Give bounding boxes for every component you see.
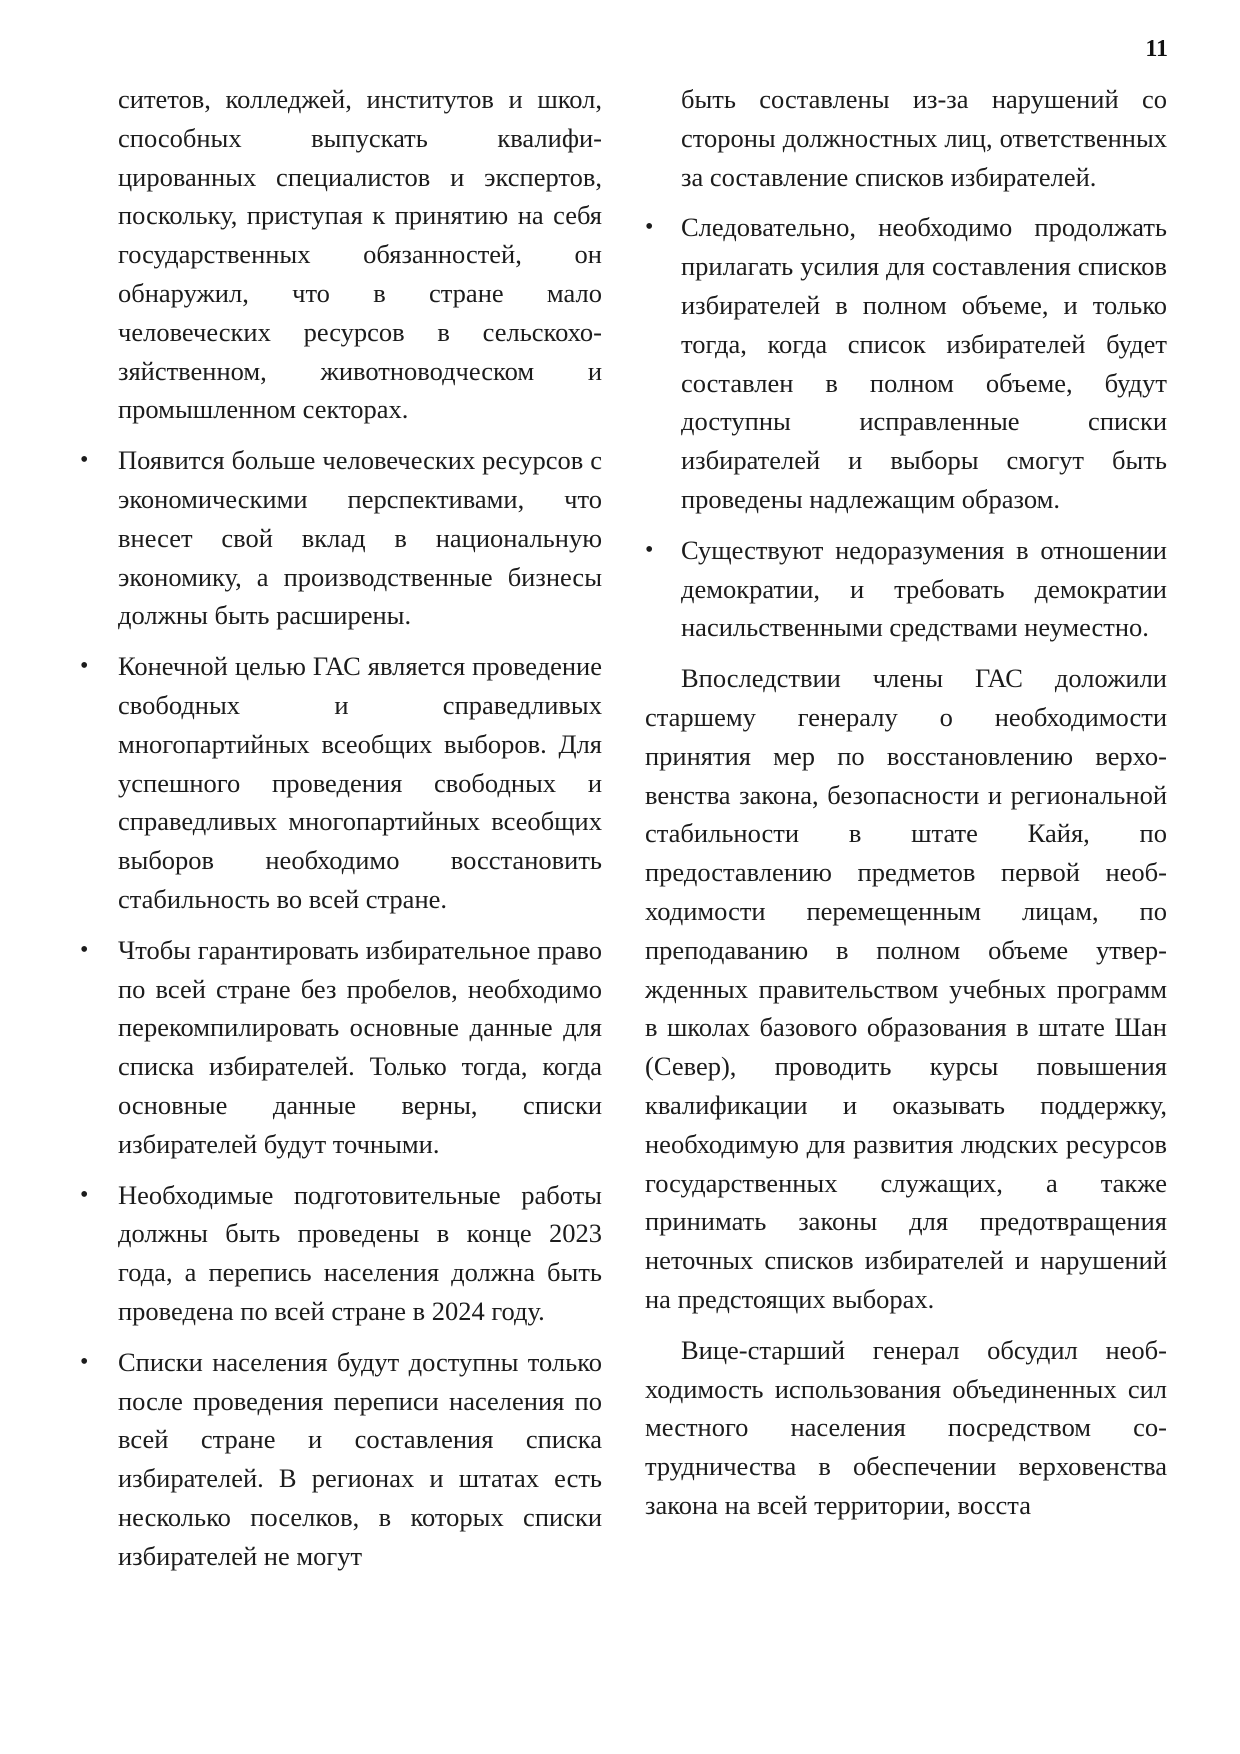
left-continuation-paragraph: ситетов, колледжей, институтов и школ, способных выпускать квалифицированных специалистов и экспертов, поскольку, приступая к принятию на себя государственных обязанностей, он обнаружил, что в стране мало человеческих ресурсов в сельскохозяйственном, животноводческом и промышленном секторах. — [118, 84, 602, 425]
list-item — [80, 931, 602, 1164]
list-item — [80, 441, 602, 635]
page-number: 11 — [1145, 36, 1168, 62]
right-bullet-list — [645, 208, 1167, 647]
list-item-text: Конечной целью ГАС является проведение свободных и справедливых многопартийных всеобщих выборов. Для успешного проведения свободных и справедливых многопартийных всеобщих выборов необходимо восстановить стабильность во всей стране. — [118, 651, 602, 914]
body-paragraph: Впоследствии члены ГАС доложили старшему генералу о необходимости принятия мер по восстановлению верховенства закона, безопасности и региональной стабильности в штате Кайя, по предоставлению предметов первой необходимости перемещенным лицам, по преподаванию в полном объеме утвержденных правительством учебных программ в школах базового образования в штате Шан (Север), проводить курсы повышения квалификации и оказывать поддержку, необходимую для развития людских ресурсов государственных служащих, а также принимать законы для предотвращения неточных списков избирателей и нарушений на предстоящих выборах. — [645, 663, 1167, 1314]
list-item-text: Чтобы гарантировать избирательное право по всей стране без пробелов, необходимо перекомпилировать основные данные для списка избирателей. Только тогда, когда основные данные верны, списки избирателей будут точными. — [118, 934, 602, 1159]
body-paragraph: Вице-старший генерал обсудил необходимость использования объединенных сил местного населения посредством сотрудничества в обеспечении верховенства закона на всей территории, восста — [645, 1334, 1167, 1520]
left-column — [80, 80, 602, 1587]
bullet-icon: • — [645, 536, 654, 563]
list-item-text: Списки населения будут доступны только после проведения переписи населения по всей стране и составления списка избирателей. В регионах и штатах есть несколько поселков, в которых списки избирателей не могут — [118, 1346, 602, 1571]
bullet-icon: • — [80, 653, 89, 680]
list-item — [80, 1343, 602, 1576]
left-bullet-list — [80, 441, 602, 1575]
right-continuation-paragraph: быть составлены из-за нарушений со стороны должностных лиц, ответственных за составление списков избирателей. — [681, 84, 1167, 192]
list-item — [645, 531, 1167, 647]
bullet-icon: • — [645, 214, 654, 241]
bullet-icon: • — [80, 447, 89, 474]
bullet-icon: • — [80, 936, 89, 963]
list-item — [80, 647, 602, 919]
list-item — [645, 208, 1167, 518]
bullet-icon: • — [80, 1348, 89, 1375]
list-item-text: Появится больше человеческих ресурсов с экономическими перспективами, что внесет свой вклад в национальную экономику, а производственные бизнесы должны быть расширены. — [118, 445, 602, 631]
list-item-text: Следовательно, необходимо продолжать прилагать усилия для составления списков избирателей в полном объеме, и только тогда, когда список избирателей будет составлен в полном объеме, будут доступны исправленные списки избирателей и выборы смогут быть проведены надлежащим образом. — [681, 212, 1167, 514]
list-item-text: Существуют недоразумения в отношении демократии, и требовать демократии насильственными средствами неуместно. — [681, 534, 1167, 643]
list-item-text: Необходимые подготовительные работы должны быть проведены в конце 2023 года, а перепись населения должна быть проведена по всей стране в 2024 году. — [118, 1179, 602, 1326]
list-item — [80, 1176, 602, 1331]
bullet-icon: • — [80, 1181, 89, 1208]
right-column — [645, 80, 1167, 1537]
